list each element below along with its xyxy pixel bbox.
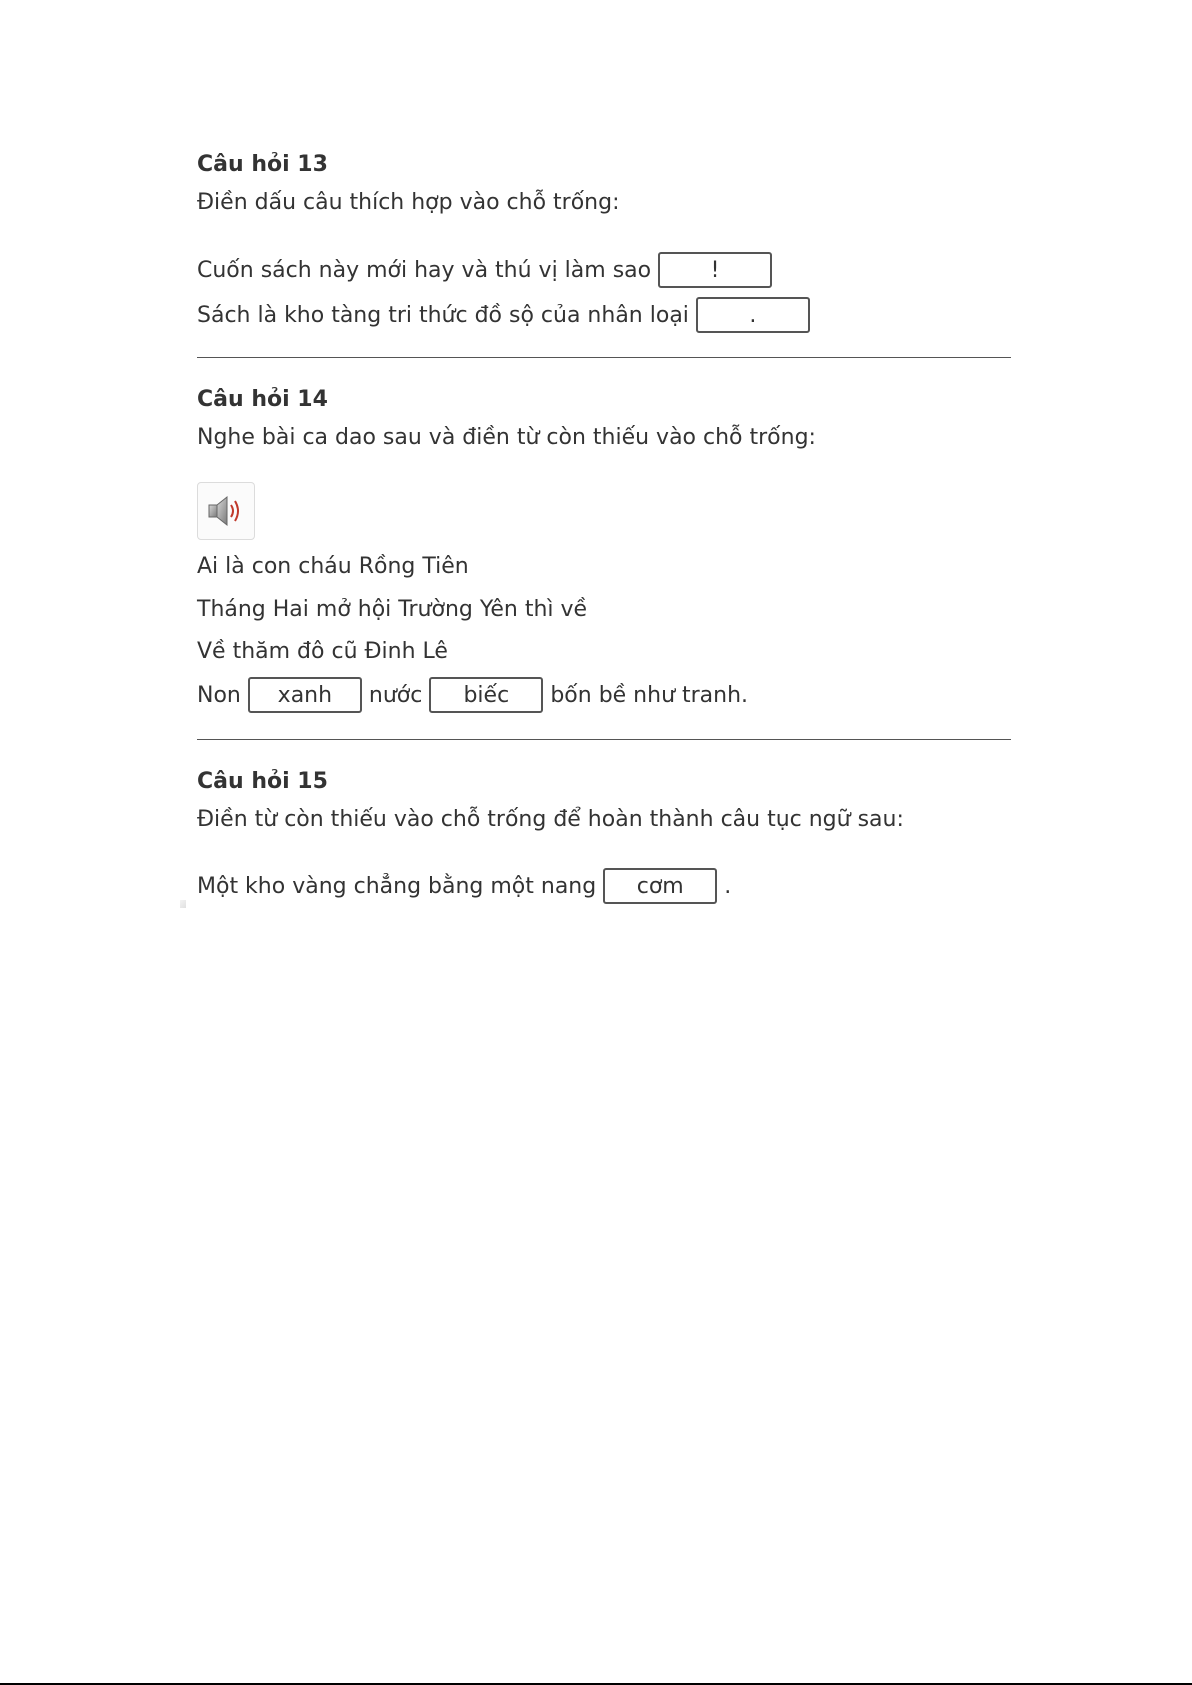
question-13-line-1-text: Cuốn sách này mới hay và thú vị làm sao — [197, 257, 652, 283]
question-14-instruction: Nghe bài ca dao sau và điền từ còn thiếu vào chỗ trống: — [197, 425, 816, 450]
question-14-title: Câu hỏi 14 — [197, 387, 328, 412]
question-15-title: Câu hỏi 15 — [197, 769, 328, 794]
question-13-answer-1-box[interactable]: ! — [658, 252, 772, 288]
question-15-line-1-text: Một kho vàng chẳng bằng một nang — [197, 873, 597, 899]
question-13-line-2 — [197, 295, 817, 335]
separator-2 — [197, 739, 1011, 740]
question-15-line-1 — [197, 866, 731, 906]
question-14-verse-4-part-3: bốn bề như tranh. — [550, 682, 749, 708]
question-14-answer-2-box[interactable]: biếc — [429, 677, 543, 713]
question-15-answer-box[interactable]: cơm — [603, 868, 717, 904]
decorative-mark — [180, 900, 186, 908]
question-14-verse-4-part-2: nước — [368, 682, 423, 708]
question-13-instruction: Điền dấu câu thích hợp vào chỗ trống: — [197, 190, 620, 215]
question-13-title: Câu hỏi 13 — [197, 152, 328, 177]
speaker-icon — [206, 494, 246, 528]
audio-play-button[interactable] — [197, 482, 255, 540]
question-14-verse-2: Tháng Hai mở hội Trường Yên thì về — [197, 597, 588, 622]
question-14-verse-1: Ai là con cháu Rồng Tiên — [197, 554, 469, 579]
question-13-line-1 — [197, 250, 779, 290]
question-15-line-1-end: . — [724, 873, 732, 899]
question-14-verse-4-part-1: Non — [197, 682, 241, 708]
question-13-line-2-text: Sách là kho tàng tri thức đồ sộ của nhân loại — [197, 302, 689, 328]
question-13-answer-2-box[interactable]: . — [696, 297, 810, 333]
question-14-verse-4 — [197, 675, 748, 715]
question-14-answer-1-box[interactable]: xanh — [248, 677, 362, 713]
question-15-instruction: Điền từ còn thiếu vào chỗ trống để hoàn thành câu tục ngữ sau: — [197, 807, 904, 832]
separator-1 — [197, 357, 1011, 358]
question-14-verse-3: Về thăm đô cũ Đinh Lê — [197, 639, 448, 664]
